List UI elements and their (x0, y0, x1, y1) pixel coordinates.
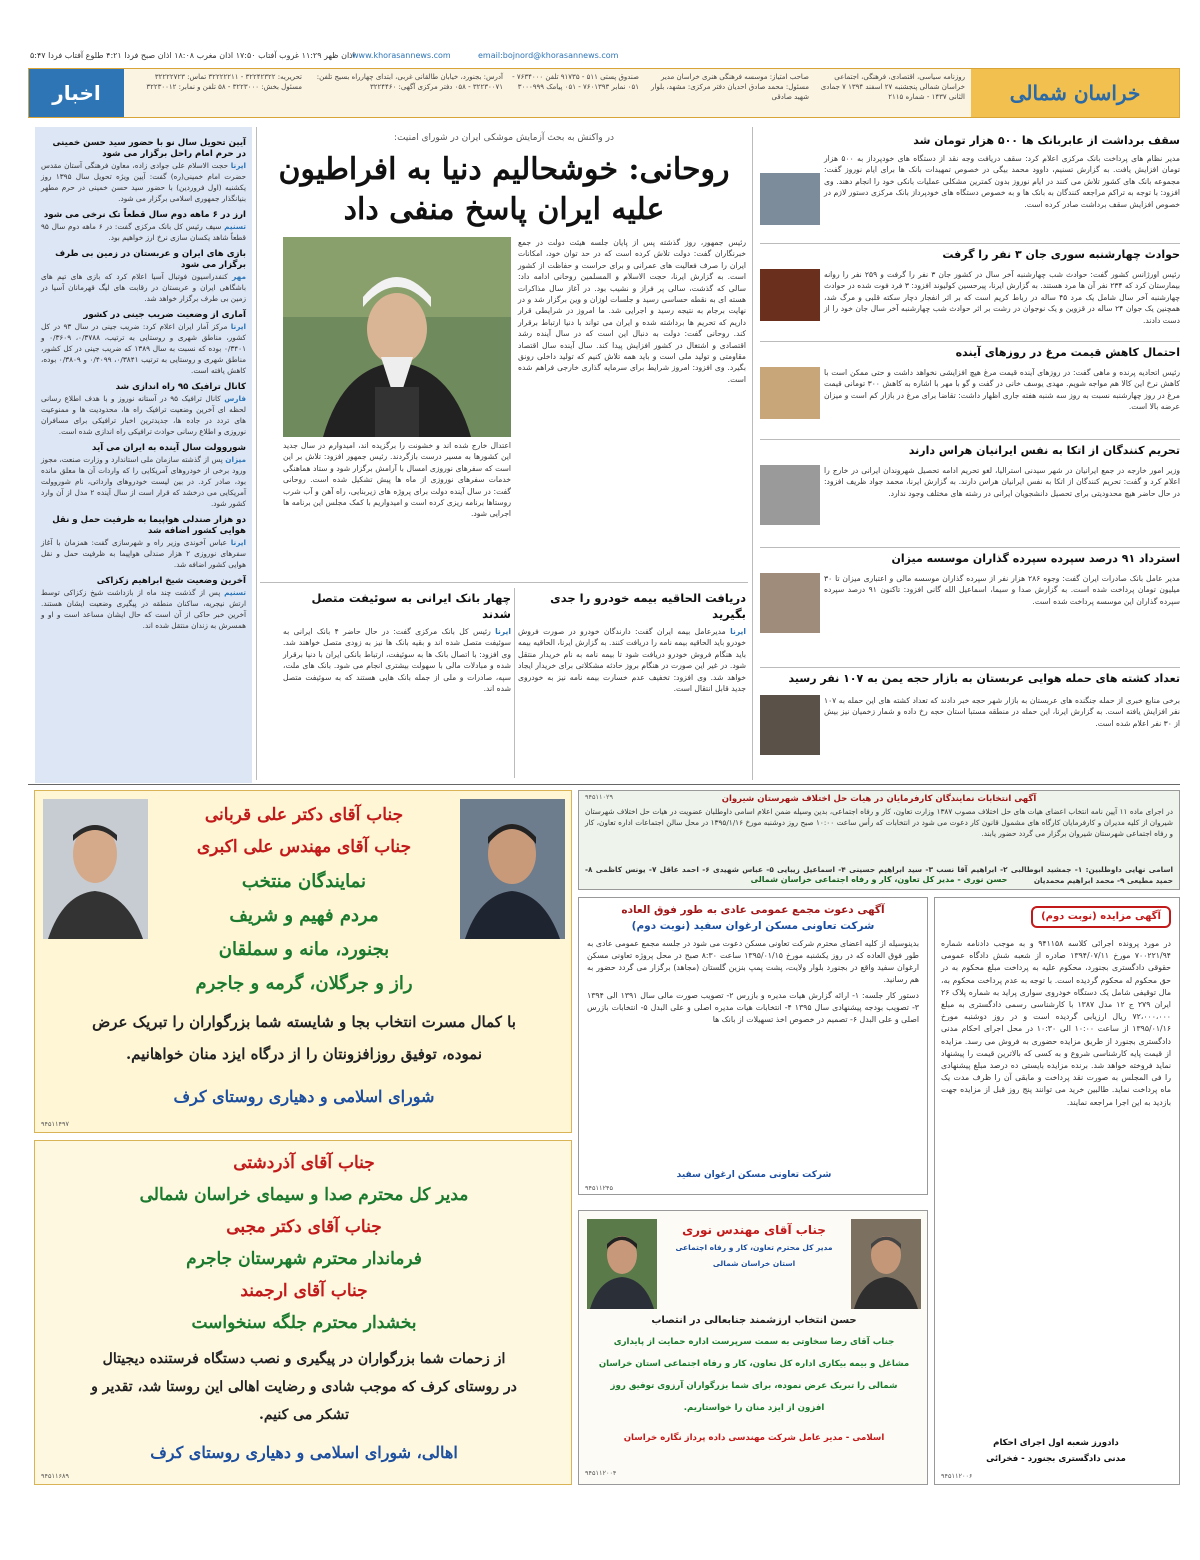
lead-body-col1: رئیس جمهور، روز گذشته پس از پایان جلسه هیئت دولت در جمع خبرنگاران گفت: دولت تلاش کرده است که در حد توان خود، امکانات ایران را صرف فعالیت های عمرانی و برای حراست و حفاظت از کشور است. به گزارش ایرنا، حجت الاسلام و المسلمین روحانی ادامه داد: سالی که گذشت، سالی پر فراز و نشیب بود. در آغاز سال مذاکرات هسته ای به نقطه حساسی رسید و جلسات لوزان و وین برگزار شد و در نهایت برجام به نتیجه رسید و اجرایی شد. ما امروز در شرایطی قرار داریم که تحریم ها برداشته شده و ایران می تواند با دنیا ارتباط برقرار کند. روحانی گفت: دولت به دنبال این است که در سال آینده رشد اقتصادی و اشتغال در کشور افزایش پیدا کند. سال آینده سال اقتصاد مقاومتی و تولید ملی است و باید همه تلاش کنیم که تولید داخلی رونق بگیرد. وی افزود: امروز شرایط برای سرمایه گذاری خارجی فراهم شده است. (518, 238, 746, 384)
ad-line: جناب آقای ارجمند (240, 1281, 368, 1301)
masthead-phones-col: تحریریه: ۳۲۲۴۲۳۲۲ - ۳۲۲۲۲۲۱۱ تماس: ۳۲۲۲۲۷۲۳ مسئول بخش: ۳۲۲۳۰۰۰ - ۵۸ تلفن و نمابر: ۳۲۲۳۰۰۱۲ (146, 73, 302, 91)
ad-line: جناب آقای مهندس علی اکبری (196, 837, 412, 857)
masthead-date-col: روزنامه سیاسی، اقتصادی، فرهنگی، اجتماعی خراسان شمالی پنجشنبه ۲۷ اسفند ۱۳۹۴ ۷ جمادی الثانی ۱۴۳۷ - شماره ۲۱۱۵ (820, 73, 965, 101)
lead-headline[interactable]: روحانی: خوشحالیم دنیا به افراطیون علیه ایران پاسخ منفی داد (278, 152, 730, 227)
website-link[interactable]: www.khorasannews.com (352, 51, 451, 60)
news-brief-sidebar (35, 127, 252, 783)
news-fire[interactable]: حوادث چهارشنبه سوری جان ۳ نفر را گرفت رئیس اورژانس کشور گفت: حوادث شب چهارشنبه آخر سال در کشور جان ۳ نفر را گرفت و ۲۵۹ نفر را روانه بیمارستان کرد که ۲۳۴ نفر آن ها مرد هستند. به گزارش ایرنا، پیرحسین کولیوند افزود: ۳ فرد فوت شده در حوادث چهارشنبه آخر سال شامل یک مرد ۴۵ ساله در رباط کریم است که بر اثر انفجار دچار سکته قلبی و مرگ شد، همچنین یک جوان ۲۴ ساله در قزوین و یک نوجوان در رشت بر اثر حوادث شب چهارشنبه آخر سال جان خود را از دست دادند. (760, 247, 1180, 337)
brief-title: آیین تحویل سال نو با حضور سید حسن خمینی در حرم امام راحل برگزار می شود (52, 138, 246, 159)
newspaper-logo[interactable]: خراسان شمالی (971, 69, 1179, 117)
masthead (28, 68, 1180, 118)
article-title: چهار بانک ایرانی به سوئیفت متصل شدند (311, 591, 511, 621)
ad-line: تشکر می کنیم. (258, 1407, 350, 1423)
ad-line: شمالی را تبریک عرض نموده، برای شما بزرگواران آرزوی توفیق روز (610, 1381, 898, 1391)
ad-line: مدیر کل محترم تعاون، کار و رفاه اجتماعی (675, 1243, 833, 1252)
article-swift[interactable]: چهار بانک ایرانی به سوئیفت متصل شدند ایرنا رئیس کل بانک مرکزی گفت: در حال حاضر ۴ بانک ایرانی به سوئیفت متصل شده اند و بقیه بانک ها نیز به زودی متصل خواهند شد. وی افزود: با اتصال بانک ها به سوئیفت، ارتباط بانکی ایران با دنیا برقرار شده و مبادلات مالی با سهولت بیشتری انجام می شود. بانک های ملت، سپه، صادرات و ملی از جمله بانک هایی هستند که به سوئیفت متصل شده اند. (283, 591, 511, 694)
brief-item[interactable]: آیین تحویل سال نو با حضور سید حسن خمینی در حرم امام راحل برگزار می شود ایرنا حجت الاسلام علی جوادی زاده، معاون فرهنگی آستان مقدس حضرت امام خمینی(ره) گفت: آیین ویژه تحویل سال ۱۳۹۵ روز یکشنبه (اول فروردین) با حضور سید حسن خمینی در حرم مطهر بنیانگذار جمهوری اسلامی برگزار می شود. (41, 138, 246, 203)
email-link[interactable]: email:bojnord@khorasannews.com (478, 51, 619, 60)
ad-signature: شرکت تعاونی مسکن ارغوان سفید (676, 1170, 832, 1180)
ad-argavan-cooperative[interactable] (578, 897, 928, 1195)
mp-photo-right (460, 799, 565, 939)
ad-line: جناب آقای مهندس نوری (682, 1223, 826, 1237)
ad-line: استان خراسان شمالی (712, 1259, 796, 1268)
ad-line: مدیر کل محترم صدا و سیمای خراسان شمالی (139, 1185, 469, 1205)
brief-item[interactable]: آماری از وضعیت ضریب جینی در کشور ایرنا مرکز آمار ایران اعلام کرد: ضریب جینی در سال ۹۳ در کل کشور، مناطق شهری و روستایی به ترتیب، ۰/۳۷۸۸، ۰/۳۶۰۹ و ۰/۳۴۰۱ بوده که نسبت به سال ۱۳۸۹ که ضریب جینی در کل کشور، مناطق شهری و روستایی به ترتیب ۰/۳۸۴۱، ۰/۴۰۹۹ و ۰/۳۸۰۹ بوده، کاهش یافته است. (41, 310, 247, 375)
page-divider (28, 784, 1180, 785)
ad-line: فرماندار محترم شهرستان جاجرم (186, 1249, 422, 1269)
atm-photo (760, 173, 820, 225)
brief-item[interactable]: آخرین وضعیت شیخ ابراهیم زکزاکی تسنیم پس از گذشت چند ماه از بازداشت شیخ زکزاکی توسط ارتش نیجریه، ساکنان منطقه در پیگیری وضعیت ایشان هستند. آخرین خبر حاکی از آن است که حال ایشان مساعد است و او و همسرش به زندان منتقل شده اند. (41, 576, 246, 630)
article-title: دریافت الحاقیه بیمه خودرو را جدی بگیرید (550, 591, 746, 621)
ad-noori-congratulations[interactable] (578, 1210, 928, 1485)
ad-names: اسامی نهایی داوطلبین: ۱- جمشید ابوطالبی ۲- ابراهیم آقا نسب ۳- سید ابراهیم حسینی ۴- اسماعیل زیبایی ۵- عباس شهیدی ۶- احمد عاقل ۷- یونس کاظمی ۸- حمید مطیعی ۹- محمد ابراهیم محمدیان (585, 865, 1174, 885)
ad-code: ۹۴۵۱۱۲۰۰۴ (585, 1469, 617, 1477)
column-divider (514, 588, 515, 778)
brief-title: دو هزار صندلی هواپیما به ظرفیت حمل و نقل هوایی کشور اضافه شد (52, 515, 246, 536)
lead-body-col3: اعتدال خارج شده اند و خشونت را برگزیده اند، امیدوارم در سال جدید این کشورها به مسیر درست بازگردند. رئیس جمهور افزود: تلاش بر این است که سفرهای نوروزی امسال با آرامش برگزار شود و ستاد هماهنگی خدمات سفرهای نوروزی از ماه ها پیش تشکیل شده است. روحانی گفت: در سال آینده دولت برای پروژه های زیربنایی، راه آهن و آب شرب روستاها برنامه ریزی کرده است و امیدواریم با کمک مجلس این برنامه ها اجرایی شود. (283, 441, 511, 519)
ad-line: نموده، توفیق روزافزونتان را از درگاه ایزد منان خواهانیم. (125, 1045, 483, 1063)
ad-title: آگهی انتخابات نمایندگان کارفرمایان در هیات حل اختلاف شهرستان شیروان (721, 794, 1037, 804)
ad-title: آگهی دعوت مجمع عمومی عادی به طور فوق العاده (621, 904, 885, 916)
brief-item[interactable]: ارز در ۶ ماهه دوم سال قطعاً تک نرخی می شود تسنیم سیف رئیس کل بانک مرکزی گفت: در ۶ ماهه دوم سال ۹۵ قطعاً شاهد یکسان سازی نرخ ارز خواهیم بود. (41, 210, 246, 242)
news-zarif[interactable]: تحریم کنندگان از اتکا به نفس ایرانیان هراس دارند وزیر امور خارجه در جمع ایرانیان در شهر سیدنی استرالیا، لغو تحریم ادامه تحصیل شهروندان ایرانی در خارج را اعلام کرد و گفت: تحریم کنندگان از اتکا به نفس ایرانیان هراس دارند. به گزارش ایرنا، محمد جواد ظریف افزود: در حال حاضر هیچ محدودیتی برای تحصیل دانشجویان ایرانی در رشته های مختلف وجود ندارد. (760, 443, 1180, 543)
ad-code: ۹۴۵۱۱۶۸۹ (41, 1472, 69, 1480)
ad-line: جناب آقای رضا سخاوتی به سمت سرپرست اداره حمایت از پایداری (613, 1337, 895, 1347)
portrait-image (851, 1219, 921, 1309)
news-mizan[interactable]: استرداد ۹۱ درصد سپرده سپرده گذاران موسسه میزان مدیر عامل بانک صادرات ایران گفت: وجوه ۲۸۶ هزار نفر از سپرده گذاران موسسه مالی و اعتباری میزان تا ۳۰ میلیون تومان پرداخت شده است. به گزارش صدا و سیما، اسماعیل الله گانی افزود: تاکنون ۹۱ درصد سپرده سپرده گذاران این موسسه پرداخت شده است. (760, 551, 1180, 663)
brief-title: شوروولت سال آینده به ایران می آید (92, 443, 246, 453)
brief-item[interactable]: شوروولت سال آینده به ایران می آید میزان پس از گذشته سازمان ملی استاندارد و وزارت صنعت، مجوز ورود برخی از خودروهای آمریکایی را که واردات آن ها معلق مانده بود، صادر کرد. در بین لیست خودروهای وارداتی، نام شوروولت آمریکایی می درخشد که قرار است از سال آینده ۲ مدل از آن وارد کشور شود. (41, 443, 246, 508)
ad-line: در روستای کرف که موجب شادی و رضایت اهالی این روستا شد، تقدیر و (91, 1379, 517, 1395)
yemen-photo (760, 695, 820, 755)
column-divider (256, 127, 257, 780)
mp-photo-left (43, 799, 148, 939)
ad-shirvan-election[interactable] (578, 790, 1180, 890)
ad-line: با کمال مسرت انتخاب بجا و شایسته شما بزرگواران را تبریک عرض (92, 1013, 516, 1031)
ad-signature: حسن نوری - مدیر کل تعاون، کار و رفاه اجتماعی خراسان شمالی (750, 875, 1008, 884)
ad-line: افزون از ایزد منان را خواستاریم. (683, 1403, 825, 1413)
brief-item[interactable]: دو هزار صندلی هواپیما به ظرفیت حمل و نقل هوایی کشور اضافه شد ایرنا عباس آخوندی وزیر راه و شهرسازی گفت: همزمان با آغاز سفرهای نوروزی ۲ هزار صندلی هواپیما به ظرفیت حمل و نقل هوایی کشور اضافه شد. (41, 515, 246, 569)
ad-code: ۹۴۵۱۱۰۲۹ (585, 793, 613, 801)
ad-body: بدینوسیله از کلیه اعضای محترم شرکت تعاونی مسکن دعوت می شود در جلسه مجمع عمومی عادی به طور فوق العاده که در روز یکشنبه مورخ ۱۳۹۵/۰۱/۱۵ ساعت ۸:۳۰ صبح در محل پروژه تعاونی مسکن ارغوان سفید واقع در بجنورد بلوار ولایت، پشت پمپ بنزین گلستان (مجاهد) برگزار می گردد حضور به هم رسانید. (587, 939, 919, 984)
top-info-bar (0, 48, 1200, 64)
ad-signature: اهالی، شورای اسلامی و دهیاری روستای کرف (150, 1443, 458, 1462)
column-divider (752, 127, 753, 780)
chicken-photo (760, 367, 820, 419)
portrait-image (587, 1219, 657, 1309)
ad-line: بجنورد، مانه و سملقان (218, 939, 390, 960)
section-divider (260, 582, 748, 583)
ad-line: جناب آقای دکتر علی قربانی (204, 805, 404, 825)
ad-line: مردم فهیم و شریف (229, 905, 379, 926)
brief-title: بازی های ایران و عربستان در زمین بی طرف برگزار می شود (55, 249, 246, 270)
brief-item[interactable]: کانال ترافیک ۹۵ راه اندازی شد فارس کانال ترافیک ۹۵ در آستانه نوروز و با هدف اطلاع رسانی لحظه ای آخرین وضعیت ترافیک راه ها، محدودیت ها و ممنوعیت های تردد در جاده ها، جدیدترین اخبار ترافیکی برای مسافران نوروزی و اطلاع رسانی حوادث ترافیکی راه اندازی شده است. (41, 382, 246, 436)
portrait-image (460, 799, 565, 939)
ad-line: جناب آقای آذردشتی (233, 1153, 375, 1173)
ad-line: راز و جرگلان، گرمه و جاجرم (195, 973, 413, 994)
brief-title: آخرین وضعیت شیخ ابراهیم زکزاکی (96, 576, 246, 586)
ad-code: ۹۴۵۱۱۲۴۵ (585, 1184, 613, 1192)
news-chicken[interactable]: احتمال کاهش قیمت مرغ در روزهای آینده رئیس اتحادیه پرنده و ماهی گفت: در روزهای آینده قیمت مرغ هیچ افزایشی نخواهد داشت و حتی ممکن است با کاهش نرخ این کالا هم مواجه شویم. مهدی یوسف خانی در گفت و گو با مهر با اشاره به کاهش ۳۰۰ تومانی قیمت مرغ در روز چهارشنبه نسبت به روز سه شنبه هفته جاری اظهار داشت: تقاضا برای مرغ در بازار کم است و میزان عرضه بالا است. (760, 345, 1180, 435)
ad-signature: اسلامی - مدیر عامل شرکت مهندسی داده پرداز نگاره خراسان (623, 1433, 885, 1443)
fire-photo (760, 269, 820, 321)
ad-congratulations-mps[interactable] (34, 790, 572, 1133)
ad-code: ۹۴۵۱۱۴۹۷ (41, 1120, 69, 1128)
masthead-contact-col: صندوق پستی ۵۱۱ - ۹۱۷۳۵ تلفن ۷۶۳۴۰۰۰ - ۰۵۱ نمابر ۷۶۰۱۳۹۳ - ۰۵۱ پیامک ۳۰۰۰۹۹۹ (512, 73, 639, 91)
brief-title: کانال ترافیک ۹۵ راه اندازی شد (115, 382, 246, 392)
ad-code: ۹۴۵۱۱۲۰۰۶ (941, 1472, 973, 1480)
ad-line: حسن انتخاب ارزشمند جنابعالی در انتصاب (651, 1315, 857, 1326)
masthead-address-col: آدرس: بجنورد، خیابان طالقانی غربی، ابتدای چهارراه بسیج تلفن: ۳۲۲۳۰۰۷۱ - ۰۵۸ دفتر مرکزی آگهی: ۳۲۲۴۴۶۰ (316, 73, 503, 91)
section-label: اخبار (29, 69, 124, 117)
ad-line: نمایندگان منتخب (241, 871, 367, 892)
official-photo (760, 573, 820, 633)
prayer-times: اذان ظهر ۱۱:۲۹ غروب آفتاب ۱۷:۵۰ اذان مغرب ۱۸:۰۸ اذان صبح فردا ۴:۲۱ طلوع آفتاب فردا ۵:۴۷ (30, 51, 355, 60)
ad-auction[interactable] (934, 897, 1180, 1485)
person-photo-left (587, 1219, 657, 1309)
news-atm[interactable]: سقف برداشت از عابربانک ها ۵۰۰ هزار تومان شد مدیر نظام های پرداخت بانک مرکزی اعلام کرد: سقف دریافت وجه نقد از دستگاه های خودپرداز به ۵۰۰ هزار تومان افزایش یافت. به گزارش تسنیم، داوود محمد بیگی در خصوص تمهیدات بانک ها برای ایام نوروز گفت: مجموعه بانک های کشور تلاش می کنند در ایام نوروز بدون کمترین مشکلی عملیات بانکی خود را انجام دهند. وی افزود: با توجه به تراکم مراجعه کنندگان به بانک ها و به خصوص دستگاه های خودپرداز بانک مرکزی دستور لازم در خصوص افزایش سقف برداشت صادر کرده است. (760, 133, 1180, 248)
ad-thanks-digital-transmitter[interactable] (34, 1140, 572, 1485)
brief-title: آماری از وضعیت ضریب جینی در کشور (83, 310, 246, 320)
ad-subtitle: شرکت تعاونی مسکن ارغوان سفید (نوبت دوم) (631, 920, 875, 932)
zarif-photo (760, 465, 820, 525)
lead-supertitle: در واکنش به بحث آزمایش موشکی ایران در شورای امنیت: (394, 133, 614, 143)
news-yemen[interactable]: تعداد کشته های حمله هوایی عربستان به بازار حجه یمن به ۱۰۷ نفر رسید برخی منابع خبری از حمله جنگنده های عربستان به بازار شهر حجه خبر دادند که تعداد کشته های این حمله به ۱۰۷ نفر افزایش یافته است. به گزارش ایرنا، این حمله در منطقه مستبا استان حجه رخ داده و شمار زخمیان نیز بیش از ۳۰ نفر اعلام شده است. (760, 671, 1180, 779)
ad-signature: شورای اسلامی و دهیاری روستای کرف (173, 1087, 435, 1106)
ad-line: مشاغل و بیمه بیکاری اداره کل تعاون، کار و رفاه اجتماعی استان خراسان (598, 1359, 910, 1369)
person-photo-right (851, 1219, 921, 1309)
article-insurance[interactable]: دریافت الحاقیه بیمه خودرو را جدی بگیرید ایرنا مدیرعامل بیمه ایران گفت: دارندگان خودرو در صورت فروش خودرو باید الحاقیه بیمه نامه را دریافت کنند. به گزارش ایرنا، الحاقیه بیمه باید هنگام فروش خودرو دریافت شود تا بیمه نامه به نام خریدار منتقل شود. در غیر این صورت در هنگام بروز حادثه مشکلاتی برای خریدار ایجاد خواهد شد. وی افزود: تخفیف عدم خسارت بیمه نامه نیز به خودروی جدید قابل انتقال است. (518, 591, 747, 694)
ad-signature: دادورز شعبه اول اجرای احکام (993, 1438, 1119, 1448)
masthead-publisher-col: صاحب امتیاز: موسسه فرهنگی هنری خراسان مدیر مسئول: محمد صادق احدیان دفتر مرکزی: مشهد، بلوار شهید صادقی (651, 73, 809, 101)
rouhani-photo (283, 237, 511, 437)
portrait-image (43, 799, 148, 939)
ad-line: بخشدار محترم جلگه سنخواست (191, 1313, 417, 1333)
brief-item[interactable]: بازی های ایران و عربستان در زمین بی طرف برگزار می شود مهر کنفدراسیون فوتبال آسیا اعلام کرد که بازی های تیم های باشگاهی ایران و عربستان در رقابت های لیگ قهرمانان آسیا در زمین بی طرف برگزار خواهد شد. (41, 249, 246, 303)
ad-agenda: دستور کار جلسه: ۱- ارائه گزارش هیات مدیره و بازرس ۲- تصویب صورت مالی سال ۱۳۹۱ الی ۱۳۹۴ ۳- تصویب بودجه پیشنهادی سال ۱۳۹۵ ۴- انتخابات هیات مدیره اصلی و علی البدل ۵- انتخابات بازرس اصلی و علی البدل ۶- تصمیم در خصوص اخذ تسهیلات از بانک ها (587, 991, 920, 1024)
portrait-image (283, 237, 511, 437)
ad-line: جناب آقای دکتر مجبی (226, 1217, 382, 1237)
brief-title: ارز در ۶ ماهه دوم سال قطعاً تک نرخی می شود (43, 210, 246, 220)
ad-signature: مدنی دادگستری بجنورد - فخرائی (986, 1454, 1126, 1464)
ad-title: آگهی مزایده (نوبت دوم) (1031, 906, 1171, 928)
ad-body: در مورد پرونده اجرائی کلاسه ۹۴۱۱۵۸ و به موجب دادنامه شماره ۷۰۰۲۲۱/۹۴ مورخ ۱۳۹۴/۰۷/۱۱ صادره از شعبه شش دادگاه عمومی حقوقی دادگستری بجنورد، محکوم علیه به پرداخت مبلغ محکوم به در حق محکوم له محکوم گردیده است. با توجه به عدم پرداخت محکوم به، مال توقیفی شامل یک دستگاه خودروی سواری پراید به شماره پلاک ۲۶ ایران ۲۷۹ ج ۱۲ مدل ۱۳۸۷ با کارشناسی رسمی دادگستری به مبلغ ۷۲،۰۰۰،۰۰۰ ریال ارزیابی گردیده است و در روز دوشنبه مورخ ۱۳۹۵/۰۱/۱۶ از ساعت ۱۰:۰۰ الی ۱۰:۳۰ در محل اجرای احکام مدنی دادگستری بجنورد از طریق مزایده حضوری به فروش می رسد. مزایده از قیمت پایه کارشناسی شروع و به کسی که بالاترین قیمت را پیشنهاد نماید فروخته خواهد شد. برنده مزایده بایستی ده درصد مبلغ پیشنهادی را فی المجلس به صورت نقد پرداخت و مابقی آن را ظرف مدت یک ماه پرداخت نماید. طالبین خرید می توانند پنج روز قبل از مزایده جهت بازدید به این اجرا مراجعه نمایند. (941, 939, 1172, 1107)
ad-line: از زحمات شما بزرگواران در پیگیری و نصب دستگاه فرستنده دیجیتال (102, 1351, 506, 1367)
ad-body: در اجرای ماده ۱۱ آیین نامه انتخاب اعضای هیات های حل اختلاف مصوب ۱۳۸۷ وزارت تعاون، کار و رفاه اجتماعی، بدین وسیله ضمن اعلام اسامی داوطلبان عضویت در هیات حل اختلاف شهرستان شیروان از کلیه مدیران و کارفرمایان کارگاه های مشمول قانون کار دعوت می شود در انتخابات که رأس ساعت ۱۰:۰۰ صبح روز دوشنبه مورخ ۱۳۹۵/۱/۱۶ در محل سالن اجتماعات اداره تعاون، کار و رفاه اجتماعی شهرستان شیروان برگزار می گردد حضور یابند. (585, 807, 1173, 838)
